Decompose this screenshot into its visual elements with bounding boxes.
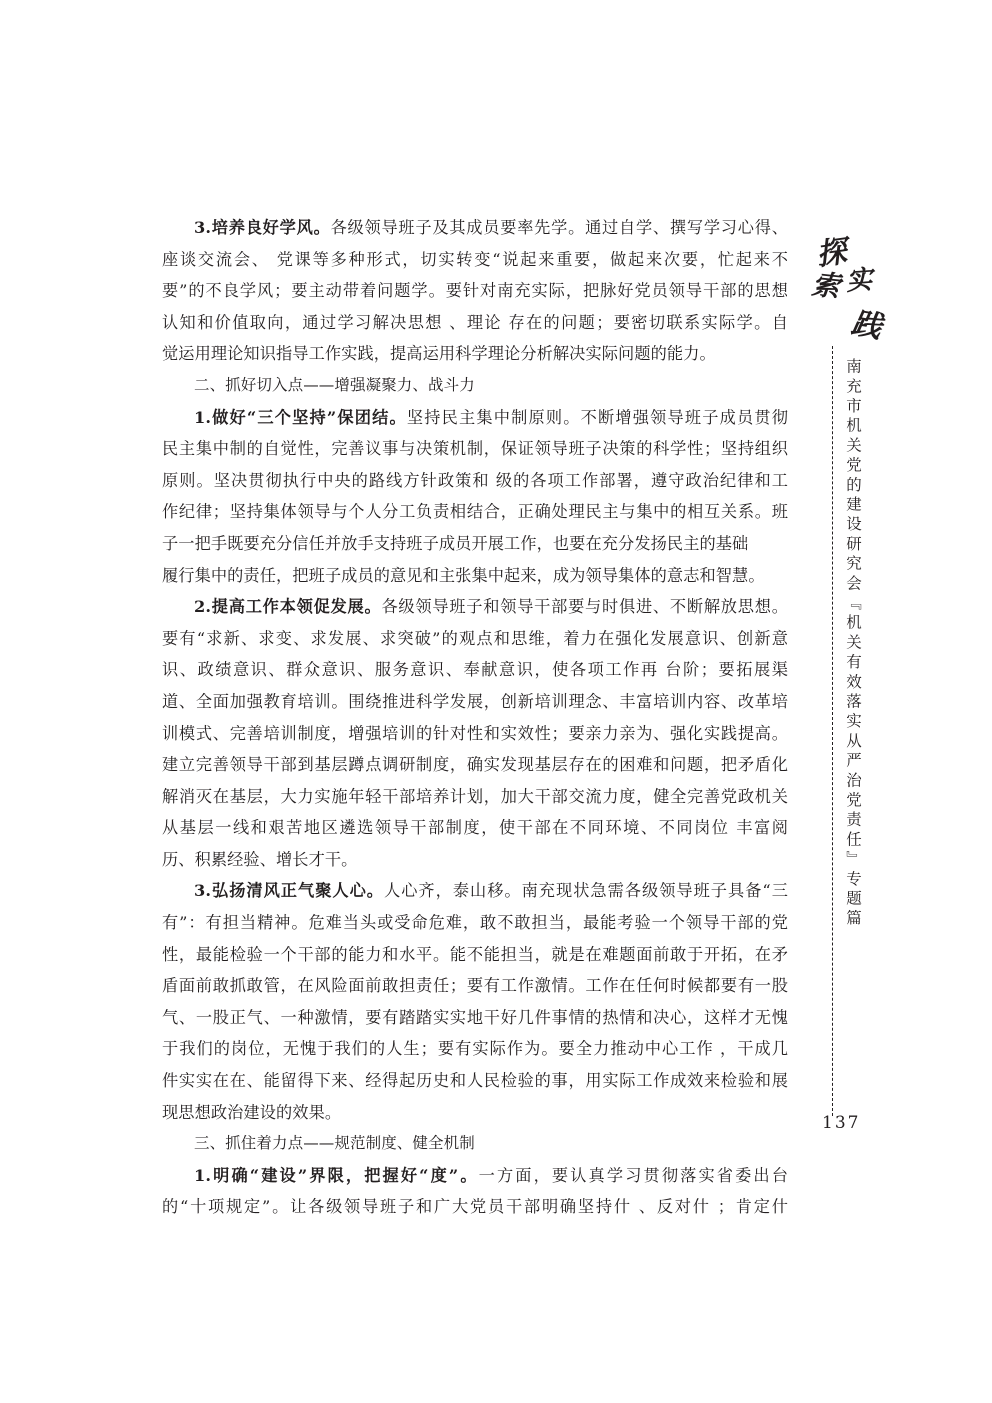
text-line: 现思想政治建设的效果。 [162,1102,342,1122]
text-line: 于我们的岗位，无愧于我们的人生；要有实际作为。要全力推动中心工作 ，干成几 [162,1039,788,1059]
paragraph-development [162,591,788,875]
section-heading: 二、抓好切入点——增强凝聚力、战斗力 [194,375,475,394]
paragraph-integrity [162,875,788,1128]
text-line: 1.做好“三个坚持”保团结。坚持民主集中制原则。不断增强领导班子成员贯彻 [194,407,788,427]
text-line: 要”的不良学风；要主动带着问题学。要针对南充实际，把脉好党员领导干部的思想 [162,281,788,301]
paragraph-lead: 1.明确“建设”界限，把握好“度”。 [194,1165,479,1185]
text-line: 3.弘扬清风正气聚人心。人心齐，泰山移。南充现状急需各级领导班子具备“三 [194,881,788,901]
body-text [162,212,788,1223]
text-line: 建立完善领导干部到基层蹲点调研制度，确实发现基层存在的困难和问题，把矛盾化 [162,755,788,775]
text-line: 座谈交流会、 党课等多种形式，切实转变“说起来重要，做起来次要，忙起来不 [162,249,788,269]
text-line: 要有“求新、求变、求发展、求突破”的观点和思维，着力在强化发展意识、创新意 [162,628,788,648]
text-line: 的“十项规定”。让各级领导班子和广大党员干部明确坚持什 、反对什 ；肯定什 [162,1197,788,1217]
paragraph-lead: 3.培养良好学风。 [194,218,331,237]
paragraph-lead: 2.提高工作本领促发展。 [194,597,382,617]
paragraph-unity [162,402,788,592]
text-line: 从基层一线和艰苦地区遴选领导干部制度，使干部在不同环境、不同岗位 丰富阅 [162,818,788,838]
text-line: 盾面前敢抓敢管，在风险面前敢担责任；要有工作激情。工作在任何时候都要有一股 [162,976,788,996]
text-line: 子一把手既要充分信任并放手支持班子成员开展工作，也要在充分发扬民主的基础 [162,533,749,553]
paragraph-study-style [162,212,788,370]
section-logo: 探 索 实 践 [810,234,885,346]
section-heading: 三、抓住着力点——规范制度、健全机制 [194,1134,475,1153]
dashed-divider [832,346,833,1116]
running-title: 南充市机关党的建设研究会『机关有效落实从严治党责任』专题篇 [844,358,862,930]
text-line: 有”：有担当精神。危难当头或受命危难，敢不敢担当，最能考验一个领导干部的党 [162,913,788,933]
text-line: 件实实在在、能留得下来、经得起历史和人民检验的事，用实际工作成效来检验和展 [162,1071,788,1091]
text-line: 道、全面加强教育培训。围绕推进科学发展，创新培训理念、丰富培训内容、改革培 [162,691,788,711]
text-line: 认知和价值取向，通过学习解决思想 、理论 存在的问题；要密切联系实际学。自 [162,312,788,332]
paragraph-boundaries [162,1160,788,1223]
text-line: 识、政绩意识、群众意识、服务意识、奉献意识，使各项工作再 台阶；要拓展渠 [162,660,788,680]
paragraph-lead: 3.弘扬清风正气聚人心。 [194,881,385,901]
text-line: 3.培养良好学风。各级领导班子及其成员要率先学。通过自学、撰写学习心得、 [194,218,788,237]
text-line: 履行集中的责任，把班子成员的意见和主张集中起来，成为领导集体的意志和智慧。 [162,565,765,585]
paragraph-lead: 1.做好“三个坚持”保团结。 [194,407,407,427]
text-line: 历、积累经验、增长才干。 [162,849,358,869]
text-line: 2.提高工作本领促发展。各级领导班子和领导干部要与时俱进、不断解放思想。 [194,597,788,617]
text-line: 性，最能检验一个干部的能力和水平。能不能担当，就是在难题面前敢于开拓，在矛 [162,944,788,964]
text-line: 原则。坚决贯彻执行中央的路线方针政策和 级的各项工作部署，遵守政治纪律和工 [162,470,788,490]
text-line: 气、一股正气、一种激情，要有踏踏实实地干好几件事情的热情和决心，这样才无愧 [162,1007,788,1027]
text-line: 觉运用理论知识指导工作实践，提高运用科学理论分析解决实际问题的能力。 [162,344,716,364]
text-line: 1.明确“建设”界限，把握好“度”。一方面，要认真学习贯彻落实省委出台 [194,1165,788,1185]
page-number: 137 [822,1113,861,1133]
text-line: 民主集中制的自觉性，完善议事与决策机制，保证领导班子决策的科学性；坚持组织 [162,439,788,459]
text-line: 训模式、完善培训制度，增强培训的针对性和实效性；要亲力亲为、强化实践提高。 [162,723,788,743]
text-line: 作纪律；坚持集体领导与个人分工负责相结合，正确处理民主与集中的相互关系。班 [162,502,788,522]
margin-sidebar [808,228,885,1148]
text-line: 解消灭在基层，大力实施年轻干部培养计划，加大干部交流力度，健全完善党政机关 [162,786,788,806]
